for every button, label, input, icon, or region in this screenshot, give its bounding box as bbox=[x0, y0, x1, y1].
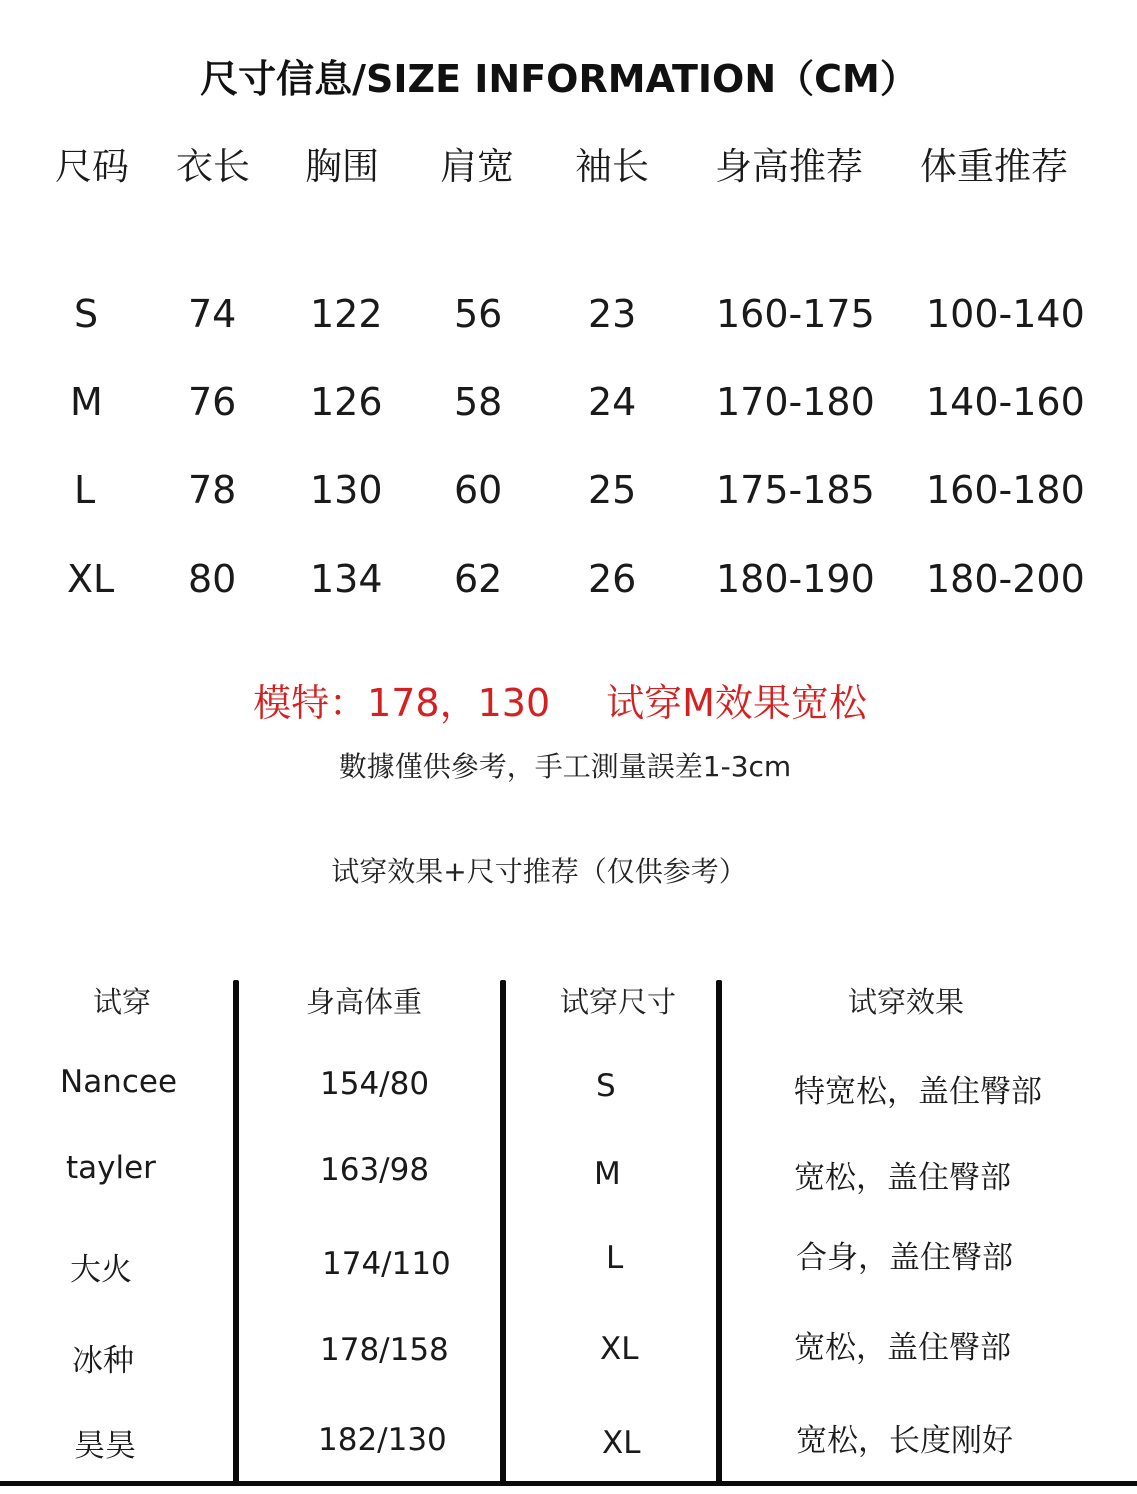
size-table bbox=[0, 0, 1137, 620]
fit-section-title: 试穿效果+尺寸推荐（仅供参考） bbox=[331, 855, 747, 888]
size-header-shoulder: 肩宽 bbox=[440, 145, 514, 188]
fit-header-height-weight: 身高体重 bbox=[306, 985, 423, 1019]
size-header-chest: 胸围 bbox=[305, 145, 379, 188]
size-cell: 160-180 bbox=[926, 468, 1085, 512]
tester-effect: 特宽松，盖住臀部 bbox=[794, 1074, 1042, 1110]
model-fit-note: 试穿M效果宽松 bbox=[606, 681, 867, 725]
fit-header-tester: 试穿 bbox=[93, 985, 152, 1019]
size-cell: 100-140 bbox=[926, 292, 1085, 336]
tester-effect: 宽松，盖住臀部 bbox=[794, 1160, 1011, 1196]
size-cell: 180-190 bbox=[716, 557, 875, 601]
size-cell: 175-185 bbox=[716, 468, 875, 512]
size-header-sleeve: 袖长 bbox=[575, 145, 649, 188]
size-cell: 80 bbox=[188, 557, 237, 601]
tester-size: S bbox=[596, 1068, 616, 1104]
size-cell: 74 bbox=[188, 292, 237, 336]
size-cell: 130 bbox=[310, 468, 383, 512]
column-divider bbox=[233, 980, 239, 1485]
size-header-size: 尺码 bbox=[55, 145, 129, 188]
size-cell: S bbox=[74, 292, 99, 336]
model-measurements: 模特：178，130 bbox=[253, 681, 551, 725]
size-cell: 58 bbox=[454, 380, 503, 424]
size-header-length: 衣长 bbox=[176, 145, 250, 188]
page-title: 尺寸信息/SIZE INFORMATION（CM） bbox=[200, 57, 918, 101]
tester-height-weight: 182/130 bbox=[318, 1422, 447, 1458]
size-cell: 134 bbox=[310, 557, 383, 601]
size-cell: XL bbox=[67, 557, 115, 601]
tester-size: M bbox=[594, 1156, 621, 1192]
size-cell: 23 bbox=[588, 292, 637, 336]
column-divider bbox=[500, 980, 506, 1485]
column-divider bbox=[716, 980, 722, 1485]
size-cell: 180-200 bbox=[926, 557, 1085, 601]
size-cell: 24 bbox=[588, 380, 637, 424]
tester-height-weight: 163/98 bbox=[320, 1152, 430, 1188]
fit-header-size: 试穿尺寸 bbox=[560, 985, 677, 1019]
fit-header-effect: 试穿效果 bbox=[848, 985, 965, 1019]
measurement-disclaimer: 數據僅供參考，手工測量誤差1-3cm bbox=[338, 750, 792, 783]
tester-name: 冰种 bbox=[72, 1343, 134, 1379]
size-cell: 76 bbox=[188, 380, 237, 424]
tester-effect: 宽松，长度刚好 bbox=[796, 1423, 1013, 1459]
model-note bbox=[0, 672, 1120, 727]
size-header-height: 身高推荐 bbox=[715, 145, 863, 188]
size-cell: 60 bbox=[454, 468, 503, 512]
size-cell: 26 bbox=[588, 557, 637, 601]
size-cell: L bbox=[74, 468, 96, 512]
tester-name: 昊昊 bbox=[74, 1428, 136, 1464]
size-cell: 170-180 bbox=[716, 380, 875, 424]
size-cell: 78 bbox=[188, 468, 237, 512]
size-cell: 25 bbox=[588, 468, 637, 512]
size-cell: 122 bbox=[310, 292, 383, 336]
tester-size: XL bbox=[600, 1331, 639, 1367]
size-header-weight: 体重推荐 bbox=[920, 145, 1068, 188]
tester-effect: 合身，盖住臀部 bbox=[796, 1240, 1013, 1276]
size-cell: 56 bbox=[454, 292, 503, 336]
tester-size: L bbox=[606, 1240, 624, 1276]
size-cell: 126 bbox=[310, 380, 383, 424]
tester-size: XL bbox=[602, 1425, 641, 1461]
tester-height-weight: 174/110 bbox=[322, 1246, 451, 1282]
tester-name: 大火 bbox=[70, 1252, 132, 1288]
size-cell: 62 bbox=[454, 557, 503, 601]
tester-name: tayler bbox=[66, 1150, 156, 1186]
size-cell: M bbox=[70, 380, 103, 424]
size-cell: 160-175 bbox=[716, 292, 875, 336]
tester-effect: 宽松，盖住臀部 bbox=[794, 1330, 1011, 1366]
tester-height-weight: 178/158 bbox=[320, 1332, 449, 1368]
tester-name: Nancee bbox=[60, 1064, 178, 1100]
size-cell: 140-160 bbox=[926, 380, 1085, 424]
table-bottom-border bbox=[0, 1481, 1137, 1486]
tester-height-weight: 154/80 bbox=[320, 1066, 430, 1102]
